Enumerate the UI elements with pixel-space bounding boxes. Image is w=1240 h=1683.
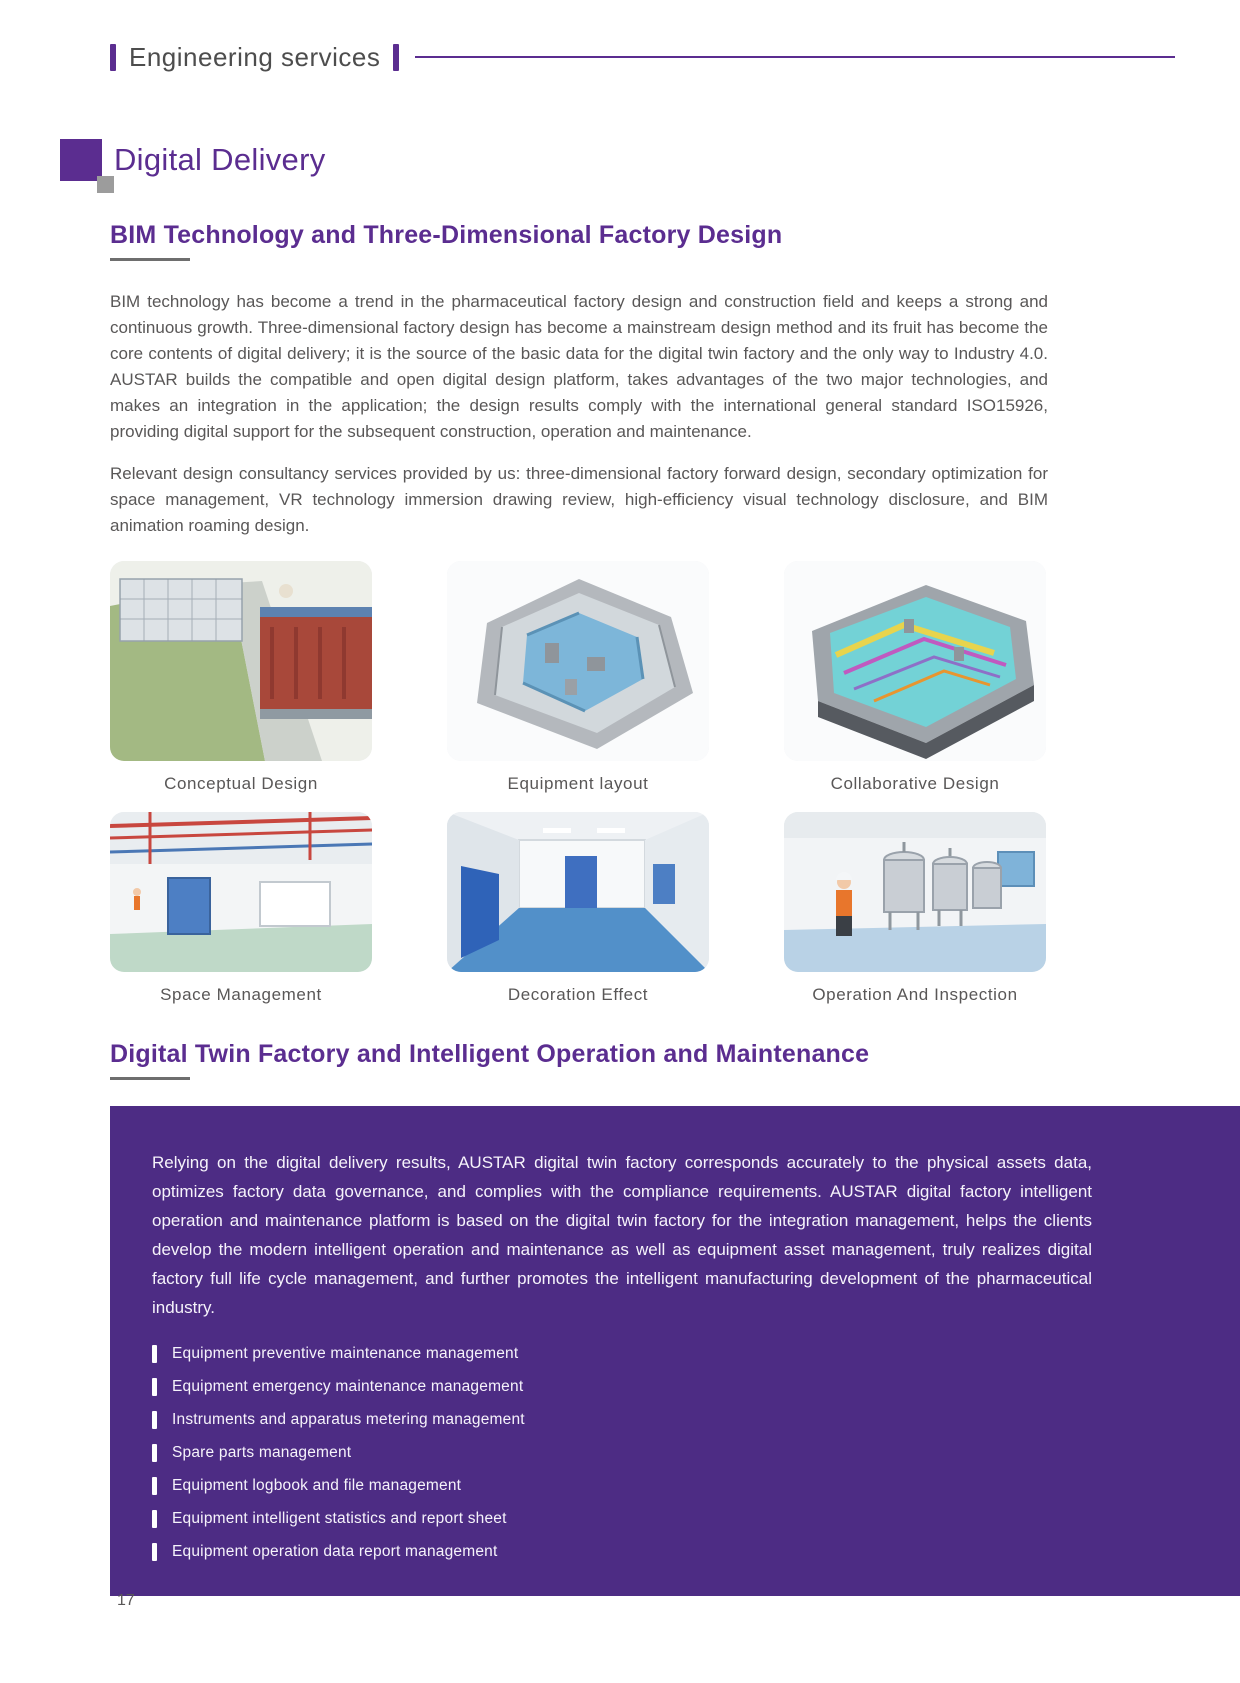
twin-heading-block — [110, 1039, 1130, 1080]
twin-heading: Digital Twin Factory and Intelligent Operation and Maintenance — [110, 1040, 870, 1068]
operation-inspection-image — [784, 812, 1046, 972]
gallery-caption: Space Management — [160, 985, 322, 1004]
bullet-bar-icon — [152, 1411, 157, 1429]
conceptual-design-image — [110, 561, 372, 761]
gallery-item-collaborative-design — [784, 561, 1046, 794]
bullet-bar-icon — [152, 1510, 157, 1528]
list-item-label: Equipment logbook and file management — [172, 1477, 462, 1494]
collaborative-design-illustration — [784, 561, 1046, 761]
bim-paragraph-2: Relevant design consultancy services provided by us: three-dimensional factory forward design, secondary optimization for space management, VR technology immersion drawing review, high-efficiency visual technology disclosure, and BIM animation roaming design. — [110, 464, 1048, 535]
gallery-caption: Operation And Inspection — [812, 985, 1018, 1004]
list-item-label: Equipment operation data report management — [172, 1543, 498, 1560]
section-title-row — [60, 134, 1240, 186]
page-header — [110, 40, 1175, 74]
gallery-item-operation-inspection — [784, 812, 1046, 1005]
space-management-image — [110, 812, 372, 972]
bim-heading: BIM Technology and Three-Dimensional Factory Design — [110, 221, 783, 249]
bullet-bar-icon — [152, 1378, 157, 1396]
bim-gallery — [110, 561, 1240, 1005]
list-item-label: Equipment preventive maintenance management — [172, 1345, 519, 1362]
collaborative-design-image — [784, 561, 1046, 761]
decoration-effect-illustration — [447, 812, 709, 972]
twin-highlight-box — [110, 1106, 1240, 1596]
page-number: 17 — [117, 1592, 135, 1609]
gallery-item-decoration-effect — [447, 812, 709, 1005]
list-item-label: Equipment emergency maintenance management — [172, 1378, 524, 1395]
gallery-caption: Equipment layout — [507, 774, 649, 793]
gallery-caption: Collaborative Design — [830, 774, 1000, 793]
page-header-title: Engineering services — [129, 41, 381, 72]
section-marker-corner-icon — [97, 176, 114, 193]
list-item — [152, 1509, 1092, 1529]
decoration-effect-image — [447, 812, 709, 972]
list-item — [152, 1377, 1092, 1397]
space-management-illustration — [110, 812, 372, 972]
twin-bullet-list — [152, 1344, 1092, 1562]
bullet-bar-icon — [152, 1444, 157, 1462]
bullet-bar-icon — [152, 1345, 157, 1363]
list-item — [152, 1476, 1092, 1496]
list-item — [152, 1344, 1092, 1364]
gallery-item-space-management — [110, 812, 372, 1005]
list-item-label: Equipment intelligent statistics and report sheet — [172, 1510, 507, 1527]
gallery-item-equipment-layout — [447, 561, 709, 794]
list-item-label: Spare parts management — [172, 1444, 352, 1461]
list-item-label: Instruments and apparatus metering management — [172, 1411, 525, 1428]
bullet-bar-icon — [152, 1543, 157, 1561]
gallery-item-conceptual-design — [110, 561, 372, 794]
operation-inspection-illustration — [784, 812, 1046, 972]
gallery-caption: Conceptual Design — [164, 774, 318, 793]
bim-heading-underline — [110, 258, 190, 261]
twin-paragraph: Relying on the digital delivery results, AUSTAR digital twin factory corresponds accurately to the physical assets data, optimizes factory data governance, and complies with the compliance requirements. AUSTAR digital factory intelligent operation and maintenance platform is based on the digital twin factory for the integration management, helps the clients develop the modern intelligent operation and maintenance as well as equipment asset management, truly realizes digital factory full life cycle management, and further promotes the intelligent manufacturing development of the pharmaceutical industry. — [152, 1153, 1092, 1317]
list-item — [152, 1542, 1092, 1562]
bullet-bar-icon — [152, 1477, 157, 1495]
section-marker-icon — [60, 139, 102, 181]
header-right-bar-icon — [393, 44, 399, 71]
gallery-caption: Decoration Effect — [507, 985, 649, 1004]
header-rule — [415, 56, 1175, 58]
bim-paragraph-1: BIM technology has become a trend in the pharmaceutical factory design and construction field and keeps a strong and continuous growth. Three-dimensional factory design has become a mainstream design method and its fruit has become the core contents of digital delivery; it is the source of the basic data for the digital twin factory and the only way to Industry 4.0. AUSTAR builds the compatible and open digital design platform, takes advantages of the two major technologies, and makes an integration in the application; the design results comply with the international general standard ISO15926, providing digital support for the subsequent construction, operation and maintenance. — [110, 292, 1048, 441]
equipment-layout-image — [447, 561, 709, 761]
bim-heading-block — [110, 220, 1130, 261]
header-left-bar-icon — [110, 44, 116, 71]
twin-heading-underline — [110, 1077, 190, 1080]
conceptual-design-illustration — [110, 561, 372, 761]
section-title: Digital Delivery — [114, 142, 326, 177]
list-item — [152, 1410, 1092, 1430]
list-item — [152, 1443, 1092, 1463]
equipment-layout-illustration — [447, 561, 709, 761]
